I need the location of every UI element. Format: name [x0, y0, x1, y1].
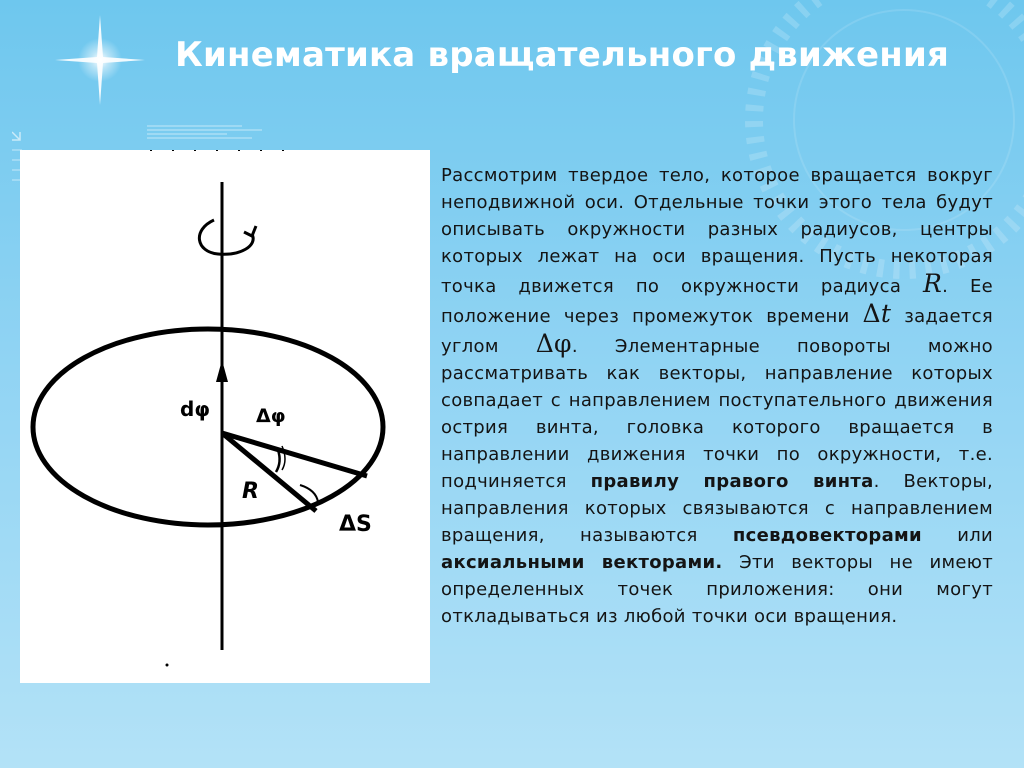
text-part-1: Рассмотрим твердое тело, которое вращается вокруг неподвижной оси. Отдельные точки этого тела будут описывать окружности разных радиусов, центры которых лежат на оси вращения. Пусть некоторая точка движется по окружности радиуса	[441, 165, 993, 297]
label-radius: R	[242, 479, 259, 504]
radius-line-1	[222, 433, 367, 476]
text-part-2: . Ее положение через промежуток времени	[441, 276, 993, 327]
term-right-screw-rule: правилу правого винта	[590, 471, 874, 492]
symbol-delta-phi: Δφ	[535, 329, 572, 358]
symbol-time: t	[880, 299, 892, 328]
label-delta-s: ΔS	[339, 512, 372, 537]
label-dphi: dφ	[180, 397, 210, 421]
text-part-5: . Векторы, направления которых связываются с направлением вращения, называются	[441, 471, 994, 546]
symbol-delta: Δ	[862, 299, 881, 328]
rotation-direction-icon	[199, 220, 253, 254]
text-part-4: . Элементарные повороты можно рассматривать как векторы, направление которых совпадает с направлением поступательного движения острия винта, головка которого вращается в направлении движения точки по окружности, т.е. подчиняется	[441, 336, 993, 492]
term-pseudovectors: псевдовекторами	[732, 525, 922, 546]
angle-arc	[276, 450, 280, 472]
rotation-circle	[33, 329, 383, 525]
symbol-radius: R	[922, 269, 943, 298]
text-part-6: или	[921, 525, 994, 546]
text-part-3: задается углом	[441, 306, 993, 357]
sparkle-decoration	[55, 15, 145, 105]
rotation-diagram	[20, 150, 430, 683]
term-axial-vectors: аксиальными векторами.	[441, 552, 723, 573]
slide-title: Кинематика вращательного движения	[175, 35, 950, 75]
dphi-vector-arrowhead	[216, 360, 228, 382]
body-paragraph	[441, 162, 993, 630]
axis-bottom-dot	[166, 664, 169, 667]
label-delta-phi: Δφ	[256, 405, 286, 427]
text-part-7: Эти векторы не имеют определенных точек приложения: они могут откладываться из любой точки оси вращения.	[441, 552, 993, 627]
